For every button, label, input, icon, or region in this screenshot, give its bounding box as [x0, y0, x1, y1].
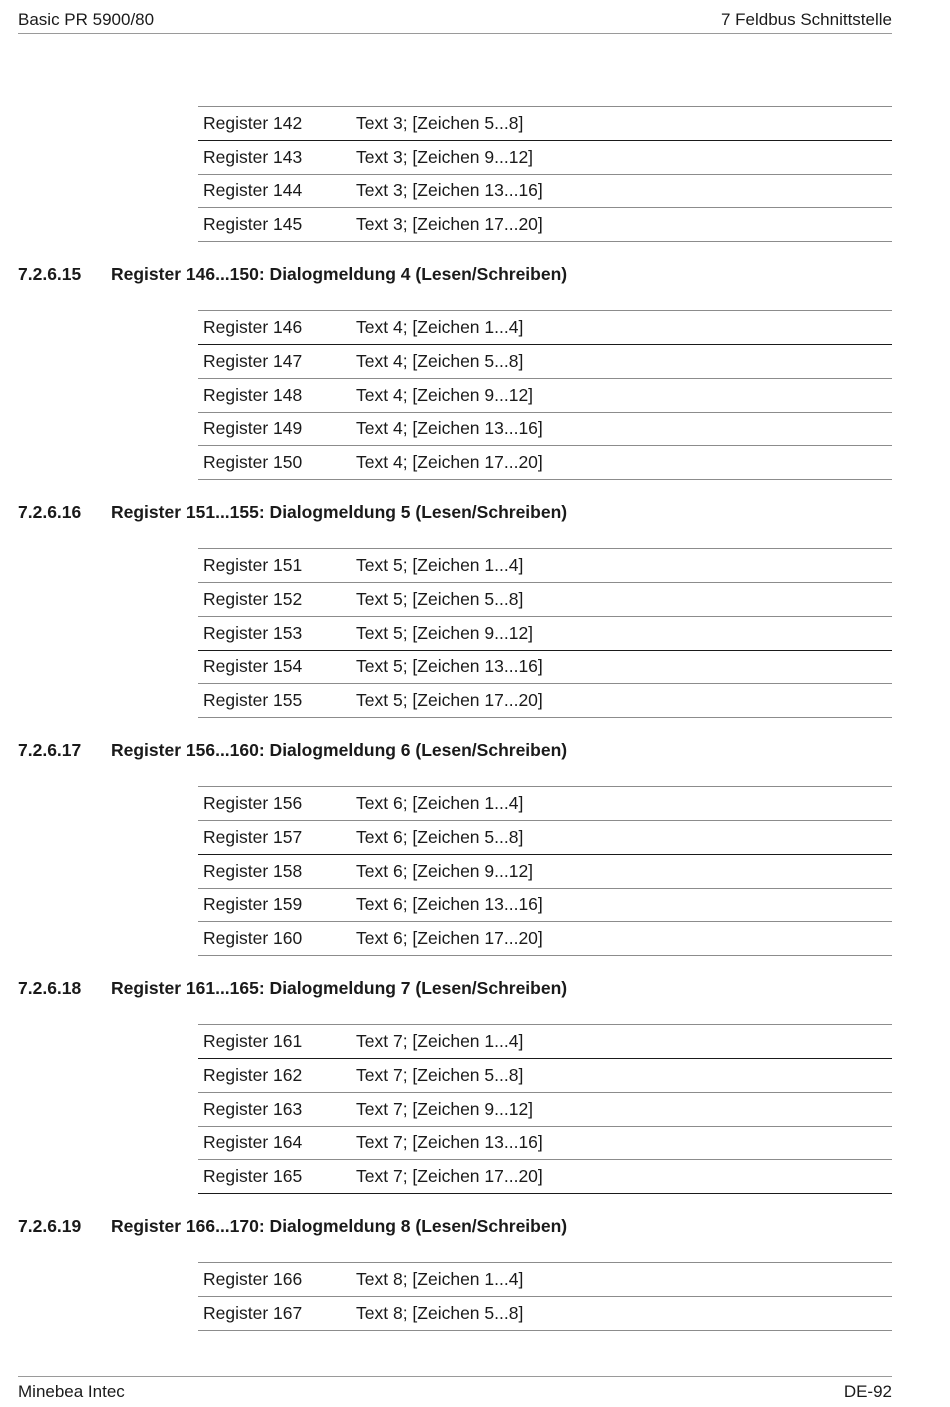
description-cell: Text 5; [Zeichen 17...20] [351, 684, 892, 718]
section-heading [0, 242, 950, 310]
description-cell: Text 4; [Zeichen 9...12] [351, 378, 892, 412]
register-cell: Register 156 [198, 787, 351, 821]
description-cell: Text 5; [Zeichen 13...16] [351, 650, 892, 684]
register-cell: Register 159 [198, 888, 351, 922]
description-cell: Text 7; [Zeichen 1...4] [351, 1025, 892, 1059]
register-cell: Register 154 [198, 650, 351, 684]
table-row [198, 888, 892, 922]
table-row [198, 1025, 892, 1059]
description-cell: Text 6; [Zeichen 1...4] [351, 787, 892, 821]
table-row [198, 1126, 892, 1160]
page-footer [18, 1376, 892, 1407]
table-row [198, 787, 892, 821]
table-row [198, 412, 892, 446]
description-cell: Text 7; [Zeichen 13...16] [351, 1126, 892, 1160]
section-heading [0, 1194, 950, 1262]
section-number: 7.2.6.15 [18, 264, 82, 285]
section-number: 7.2.6.18 [18, 978, 82, 999]
description-cell: Text 7; [Zeichen 9...12] [351, 1092, 892, 1126]
register-cell: Register 152 [198, 582, 351, 616]
footer-company: Minebea Intec [18, 1382, 125, 1401]
register-cell: Register 161 [198, 1025, 351, 1059]
table-row [198, 616, 892, 650]
description-cell: Text 8; [Zeichen 1...4] [351, 1263, 892, 1297]
table-row [198, 378, 892, 412]
description-cell: Text 3; [Zeichen 5...8] [351, 107, 892, 141]
table-row [198, 174, 892, 208]
section-title: Register 146...150: Dialogmeldung 4 (Lesen/Schreiben) [111, 264, 568, 285]
table-row [198, 684, 892, 718]
register-table-text3 [198, 106, 892, 242]
section-title: Register 156...160: Dialogmeldung 6 (Lesen/Schreiben) [111, 740, 568, 761]
section-number: 7.2.6.16 [18, 502, 82, 523]
register-table-text6 [198, 786, 892, 956]
table-row [198, 549, 892, 583]
register-cell: Register 149 [198, 412, 351, 446]
description-cell: Text 4; [Zeichen 1...4] [351, 311, 892, 345]
section-number: 7.2.6.17 [18, 740, 82, 761]
section-heading [0, 480, 950, 548]
description-cell: Text 3; [Zeichen 9...12] [351, 140, 892, 174]
table-row [198, 1263, 892, 1297]
register-cell: Register 143 [198, 140, 351, 174]
register-cell: Register 164 [198, 1126, 351, 1160]
register-table-text4 [198, 310, 892, 480]
table-row [198, 140, 892, 174]
table-row [198, 1058, 892, 1092]
table-row [198, 208, 892, 242]
table-row [198, 650, 892, 684]
register-cell: Register 148 [198, 378, 351, 412]
register-cell: Register 160 [198, 922, 351, 956]
table-row [198, 1296, 892, 1330]
register-cell: Register 155 [198, 684, 351, 718]
section-number: 7.2.6.19 [18, 1216, 82, 1237]
section-title: Register 151...155: Dialogmeldung 5 (Lesen/Schreiben) [111, 502, 568, 523]
description-cell: Text 5; [Zeichen 5...8] [351, 582, 892, 616]
register-cell: Register 147 [198, 344, 351, 378]
register-table-text7 [198, 1024, 892, 1194]
description-cell: Text 3; [Zeichen 13...16] [351, 174, 892, 208]
description-cell: Text 5; [Zeichen 1...4] [351, 549, 892, 583]
register-cell: Register 167 [198, 1296, 351, 1330]
header-chapter-title: 7 Feldbus Schnittstelle [720, 9, 892, 29]
table-row [198, 922, 892, 956]
description-cell: Text 8; [Zeichen 5...8] [351, 1296, 892, 1330]
table-row [198, 1092, 892, 1126]
register-cell: Register 146 [198, 311, 351, 345]
register-table-text8 [198, 1262, 892, 1331]
table-row [198, 854, 892, 888]
section-title: Register 166...170: Dialogmeldung 8 (Lesen/Schreiben) [111, 1216, 568, 1237]
register-table-text5 [198, 548, 892, 718]
table-row [198, 820, 892, 854]
section-heading [0, 718, 950, 786]
section-title: Register 161...165: Dialogmeldung 7 (Lesen/Schreiben) [111, 978, 568, 999]
register-cell: Register 158 [198, 854, 351, 888]
table-row [198, 311, 892, 345]
section-heading [0, 956, 950, 1024]
description-cell: Text 5; [Zeichen 9...12] [351, 616, 892, 650]
register-cell: Register 166 [198, 1263, 351, 1297]
register-cell: Register 144 [198, 174, 351, 208]
register-cell: Register 142 [198, 107, 351, 141]
description-cell: Text 7; [Zeichen 17...20] [351, 1160, 892, 1194]
description-cell: Text 6; [Zeichen 5...8] [351, 820, 892, 854]
table-row [198, 582, 892, 616]
page-number: DE-92 [843, 1382, 892, 1401]
description-cell: Text 6; [Zeichen 9...12] [351, 854, 892, 888]
table-row [198, 1160, 892, 1194]
register-cell: Register 153 [198, 616, 351, 650]
register-cell: Register 151 [198, 549, 351, 583]
register-cell: Register 163 [198, 1092, 351, 1126]
table-row [198, 344, 892, 378]
register-cell: Register 165 [198, 1160, 351, 1194]
description-cell: Text 4; [Zeichen 13...16] [351, 412, 892, 446]
page-content [0, 106, 950, 1331]
description-cell: Text 7; [Zeichen 5...8] [351, 1058, 892, 1092]
description-cell: Text 6; [Zeichen 17...20] [351, 922, 892, 956]
description-cell: Text 6; [Zeichen 13...16] [351, 888, 892, 922]
table-row [198, 107, 892, 141]
description-cell: Text 3; [Zeichen 17...20] [351, 208, 892, 242]
description-cell: Text 4; [Zeichen 17...20] [351, 446, 892, 480]
register-cell: Register 150 [198, 446, 351, 480]
register-cell: Register 145 [198, 208, 351, 242]
register-cell: Register 162 [198, 1058, 351, 1092]
description-cell: Text 4; [Zeichen 5...8] [351, 344, 892, 378]
page-header [18, 6, 892, 34]
header-document-title: Basic PR 5900/80 [18, 9, 155, 29]
register-cell: Register 157 [198, 820, 351, 854]
table-row [198, 446, 892, 480]
